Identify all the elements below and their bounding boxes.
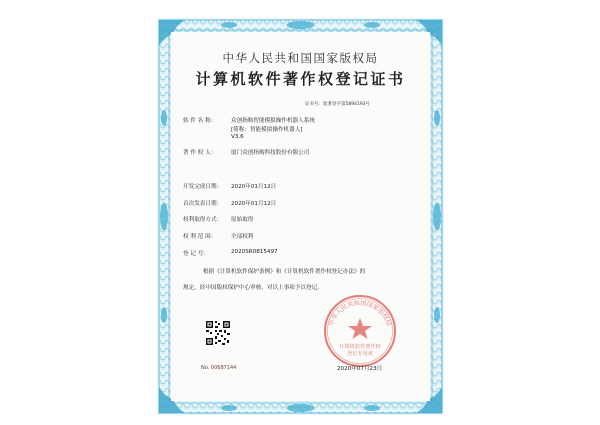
software-name-label: 软 件 名 称： <box>183 118 217 124</box>
rights-scope-value: 全部权利 <box>231 234 254 240</box>
registration-number-label: 登 记 号： <box>183 251 209 257</box>
svg-text:计算机软件著作权: 计算机软件著作权 <box>339 344 381 350</box>
copyright-owner-value: 厦门众创指购科技股份有限公司 <box>231 150 310 156</box>
software-short-name: [简称：智能模拟操作机器人] <box>231 127 303 133</box>
software-version: V3.6 <box>231 134 244 140</box>
rights-scope-label: 权 利 范 围： <box>183 234 217 240</box>
publication-date-value: 2020年01月12日 <box>231 201 277 207</box>
qr-code-icon <box>205 320 231 346</box>
acquisition-method-value: 原始取得 <box>231 217 254 223</box>
publication-date-label: 首次发表日期： <box>183 201 223 207</box>
svg-text:登记专用章: 登记专用章 <box>347 351 373 357</box>
certificate-title: 计算机软件著作权登记证书 <box>195 70 406 88</box>
certificate <box>157 18 444 415</box>
statement-line-1: 根据《计算机软件保护条例》和《计算机软件著作权登记办法》的 <box>203 269 366 275</box>
svg-text:中华人民共和国国家版权局: 中华人民共和国国家版权局 <box>327 299 393 327</box>
issue-date: 2020年07月23日 <box>337 366 383 372</box>
issuing-authority: 中华人民共和国国家版权局 <box>222 51 379 65</box>
serial-number <box>201 365 236 371</box>
official-seal <box>322 293 398 369</box>
development-date-label: 开发完成日期： <box>183 184 223 190</box>
serial-number-label: No. <box>201 365 210 371</box>
software-name-value: 众创指购智能模拟操作机器人系统 <box>231 118 315 124</box>
copyright-owner-label: 著 作 权 人： <box>183 150 217 156</box>
acquisition-method-label: 权利取得方式： <box>183 217 223 223</box>
serial-number-value: 00687144 <box>210 365 237 371</box>
registration-number-value: 2020SR0815497 <box>231 249 278 255</box>
certificate-number: 证书号：软著登字第5894193号 <box>305 102 371 107</box>
statement-line-2: 规定，经中国版权保护中心审核，对以上事项予以登记。 <box>183 285 323 291</box>
development-date-value: 2020年01月12日 <box>231 184 277 190</box>
